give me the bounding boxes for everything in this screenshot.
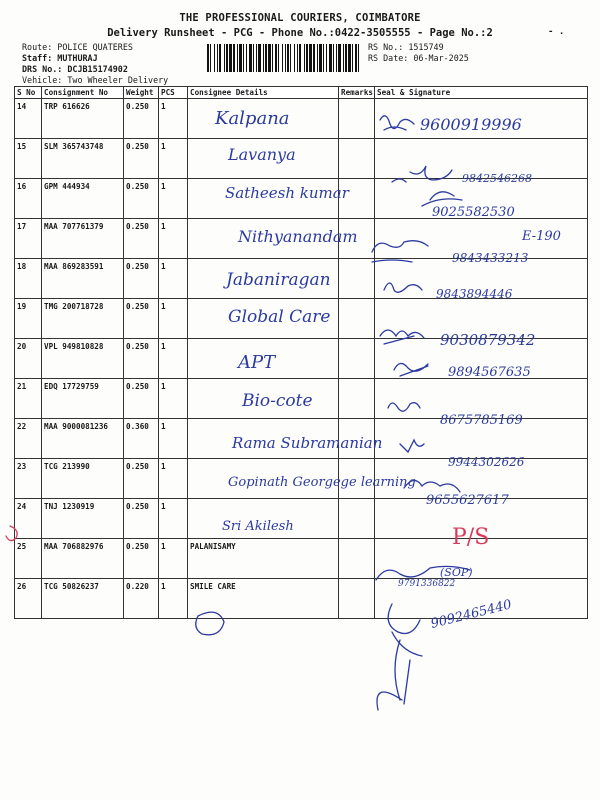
- cell-consignment: TCG 50826237: [42, 579, 124, 619]
- cell-remarks: [339, 139, 375, 179]
- cell-weight: 0.250: [124, 459, 159, 499]
- handwritten-name: Gopinath Georgege learning: [228, 475, 416, 490]
- cell-consignment: SLM 365743748: [42, 139, 124, 179]
- cell-remarks: [339, 579, 375, 619]
- cell-consignment: MAA 9000081236: [42, 419, 124, 459]
- barcode-bar: [207, 44, 209, 72]
- cell-weight: 0.250: [124, 219, 159, 259]
- cell-seal: [375, 499, 588, 539]
- barcode-bar: [326, 44, 327, 72]
- barcode-bar: [358, 44, 359, 72]
- handwritten-name: Kalpana: [215, 108, 290, 129]
- cell-consignment: MAA 707761379: [42, 219, 124, 259]
- runsheet-subtitle: Delivery Runsheet - PCG - Phone No.:0422-3505555 - Page No.:2: [107, 27, 493, 39]
- cell-sno: 20: [15, 339, 42, 379]
- table-row: [15, 419, 588, 459]
- cell-remarks: [339, 459, 375, 499]
- table-header-row: [15, 87, 588, 99]
- barcode-bar: [239, 44, 242, 72]
- barcode-bar: [329, 44, 332, 72]
- barcode-bar: [304, 44, 305, 72]
- table-row: [15, 139, 588, 179]
- cell-weight: 0.250: [124, 179, 159, 219]
- cell-pcs: 1: [159, 259, 188, 299]
- cell-remarks: [339, 219, 375, 259]
- handwritten-phone: 9842546268: [462, 172, 532, 185]
- cell-pcs: 1: [159, 579, 188, 619]
- barcode-bar: [309, 44, 312, 72]
- cell-remarks: [339, 379, 375, 419]
- cell-seal: [375, 539, 588, 579]
- cell-pcs: 1: [159, 99, 188, 139]
- cell-pcs: 1: [159, 139, 188, 179]
- table-row: [15, 499, 588, 539]
- barcode-bar: [233, 44, 235, 72]
- handwritten-phone: 9025582530: [432, 205, 515, 220]
- cell-sno: 14: [15, 99, 42, 139]
- cell-sno: 25: [15, 539, 42, 579]
- handwritten-phone: 9843433213: [452, 251, 529, 265]
- col-sno: S No: [15, 87, 42, 99]
- barcode-bar: [319, 44, 322, 72]
- cell-weight: 0.250: [124, 539, 159, 579]
- cell-weight: 0.220: [124, 579, 159, 619]
- cell-pcs: 1: [159, 499, 188, 539]
- cell-consignment: TCG 213990: [42, 459, 124, 499]
- table-row: [15, 579, 588, 619]
- drs-number: DRS No.: DCJB15174902: [22, 64, 128, 74]
- handwritten-name: APT: [238, 352, 276, 373]
- barcode-bar: [345, 44, 347, 72]
- barcode-bar: [282, 44, 283, 72]
- cell-pcs: 1: [159, 299, 188, 339]
- barcode-bar: [226, 44, 228, 72]
- cell-consignee: [188, 459, 339, 499]
- handwritten-name: Rama Subramanian: [232, 434, 383, 452]
- runsheet-table: [14, 86, 588, 619]
- handwritten-phone: 9030879342: [440, 331, 536, 349]
- barcode-bar: [265, 44, 267, 72]
- table-row: [15, 339, 588, 379]
- cell-consignment: TRP 616626: [42, 99, 124, 139]
- cell-weight: 0.250: [124, 339, 159, 379]
- handwritten-name: Lavanya: [228, 145, 296, 164]
- cell-weight: 0.250: [124, 299, 159, 339]
- cell-seal: [375, 179, 588, 219]
- barcode-bar: [268, 44, 271, 72]
- cell-pcs: 1: [159, 459, 188, 499]
- barcode-bar: [287, 44, 289, 72]
- cell-sno: 16: [15, 179, 42, 219]
- barcode-bar: [214, 44, 215, 72]
- cell-weight: 0.250: [124, 259, 159, 299]
- col-consignee: Consignee Details: [188, 87, 339, 99]
- table-row: [15, 459, 588, 499]
- barcode-bar: [243, 44, 244, 72]
- cell-weight: 0.250: [124, 499, 159, 539]
- company-title: THE PROFESSIONAL COURIERS, COIMBATORE: [179, 12, 421, 24]
- cell-remarks: [339, 259, 375, 299]
- cell-remarks: [339, 339, 375, 379]
- cell-seal: [375, 579, 588, 619]
- cell-remarks: [339, 99, 375, 139]
- handwritten-name: Bio-cote: [242, 391, 313, 411]
- cell-consignment: VPL 949810828: [42, 339, 124, 379]
- cell-consignee: [188, 339, 339, 379]
- handwritten-name: Global Care: [228, 307, 331, 327]
- barcode-bar: [237, 44, 238, 72]
- cell-remarks: [339, 299, 375, 339]
- cell-sno: 21: [15, 379, 42, 419]
- cell-seal: [375, 379, 588, 419]
- handwritten-phone: 8675785169: [440, 413, 523, 428]
- route-label: Route: POLICE QUATERES: [22, 42, 133, 52]
- barcode-bar: [323, 44, 324, 72]
- cell-sno: 24: [15, 499, 42, 539]
- barcode-icon: [207, 44, 359, 72]
- handwritten-phone: 9791336822: [398, 579, 456, 589]
- cell-pcs: 1: [159, 219, 188, 259]
- barcode-bar: [272, 44, 273, 72]
- handwritten-phone: 9843894446: [436, 287, 513, 301]
- cell-remarks: [339, 419, 375, 459]
- cell-remarks: [339, 179, 375, 219]
- rs-number: RS No.: 1515749: [368, 42, 444, 52]
- cell-consignee: [188, 379, 339, 419]
- cell-weight: 0.250: [124, 379, 159, 419]
- cell-sno: 17: [15, 219, 42, 259]
- cell-sno: 18: [15, 259, 42, 299]
- cell-sno: 26: [15, 579, 42, 619]
- col-remarks: Remarks: [339, 87, 375, 99]
- cell-consignee: [188, 499, 339, 539]
- barcode-bar: [217, 44, 218, 72]
- cell-remarks: [339, 539, 375, 579]
- barcode-bar: [263, 44, 264, 72]
- handwritten-name: Satheesh kumar: [225, 184, 349, 202]
- cell-consignee: PALANISAMY: [188, 539, 339, 579]
- barcode-bar: [299, 44, 301, 72]
- handwritten-name: Nithyanandam: [238, 227, 358, 246]
- table-row: [15, 259, 588, 299]
- cell-consignee: SMILE CARE: [188, 579, 339, 619]
- handwritten-note: (SOP): [440, 566, 473, 579]
- rs-date: RS Date: 06-Mar-2025: [368, 53, 469, 63]
- cell-seal: [375, 219, 588, 259]
- barcode-bar: [253, 44, 254, 72]
- barcode-bar: [343, 44, 344, 72]
- cell-seal: [375, 259, 588, 299]
- cell-consignment: TNJ 1230919: [42, 499, 124, 539]
- cell-seal: [375, 339, 588, 379]
- table-row: [15, 539, 588, 579]
- vehicle-label: Vehicle: Two Wheeler Delivery: [22, 75, 169, 85]
- cell-seal: [375, 419, 588, 459]
- barcode-bar: [229, 44, 232, 72]
- cell-consignee: [188, 259, 339, 299]
- barcode-bar: [352, 44, 353, 72]
- barcode-bar: [258, 44, 261, 72]
- cell-consignee: [188, 219, 339, 259]
- handwritten-phone: 9092465440: [429, 597, 514, 632]
- table-row: [15, 219, 588, 259]
- barcode-bar: [210, 44, 211, 72]
- cell-remarks: [339, 499, 375, 539]
- barcode-bar: [348, 44, 351, 72]
- cell-sno: 19: [15, 299, 42, 339]
- cell-seal: [375, 139, 588, 179]
- cell-consignee: [188, 139, 339, 179]
- cell-consignment: MAA 706882976: [42, 539, 124, 579]
- cell-consignment: TMG 200718728: [42, 299, 124, 339]
- barcode-bar: [336, 44, 337, 72]
- cell-pcs: 1: [159, 179, 188, 219]
- barcode-bar: [256, 44, 257, 72]
- cell-sno: 23: [15, 459, 42, 499]
- table-row: [15, 99, 588, 139]
- cell-seal: [375, 459, 588, 499]
- barcode-bar: [333, 44, 334, 72]
- cell-consignee: [188, 299, 339, 339]
- barcode-bar: [219, 44, 221, 72]
- barcode-bar: [317, 44, 318, 72]
- handwritten-phone: 9600919996: [420, 115, 522, 134]
- cell-consignee: [188, 419, 339, 459]
- barcode-bar: [249, 44, 252, 72]
- barcode-bar: [294, 44, 295, 72]
- cell-sno: 15: [15, 139, 42, 179]
- staff-label: Staff: MUTHURAJ: [22, 53, 98, 63]
- barcode-bar: [306, 44, 308, 72]
- cell-pcs: 1: [159, 339, 188, 379]
- cell-pcs: 1: [159, 379, 188, 419]
- cell-sno: 22: [15, 419, 42, 459]
- handwritten-phone: 9894567635: [448, 365, 531, 380]
- col-seal: Seal & Signature: [375, 87, 588, 99]
- cell-consignment: GPM 444934: [42, 179, 124, 219]
- barcode-bar: [290, 44, 291, 72]
- cell-pcs: 1: [159, 539, 188, 579]
- barcode-bar: [246, 44, 247, 72]
- cell-seal: [375, 299, 588, 339]
- col-consignment: Consignment No: [42, 87, 124, 99]
- cell-seal: [375, 99, 588, 139]
- corner-mark: - .: [548, 27, 565, 37]
- handwritten-note: E-190: [522, 229, 561, 244]
- barcode-bar: [355, 44, 357, 72]
- cell-consignee: [188, 179, 339, 219]
- barcode-bar: [313, 44, 315, 72]
- cell-weight: 0.360: [124, 419, 159, 459]
- cell-weight: 0.250: [124, 99, 159, 139]
- table-row: [15, 299, 588, 339]
- handwritten-phone: 9944302626: [448, 455, 525, 469]
- table-row: [15, 179, 588, 219]
- cell-consignee: [188, 99, 339, 139]
- handwritten-phone: 9655627617: [426, 493, 509, 508]
- handwritten-note: P/S: [452, 525, 490, 550]
- barcode-bar: [297, 44, 298, 72]
- handwritten-name: Sri Akilesh: [222, 519, 294, 534]
- table-row: [15, 379, 588, 419]
- barcode-bar: [285, 44, 286, 72]
- barcode-bar: [275, 44, 277, 72]
- cell-weight: 0.250: [124, 139, 159, 179]
- barcode-bar: [338, 44, 341, 72]
- barcode-bar: [278, 44, 279, 72]
- cell-consignment: MAA 869283591: [42, 259, 124, 299]
- col-pcs: PCS: [159, 87, 188, 99]
- col-weight: Weight: [124, 87, 159, 99]
- barcode-bar: [224, 44, 225, 72]
- cell-consignment: EDQ 17729759: [42, 379, 124, 419]
- handwritten-name: Jabaniragan: [226, 270, 331, 290]
- cell-pcs: 1: [159, 419, 188, 459]
